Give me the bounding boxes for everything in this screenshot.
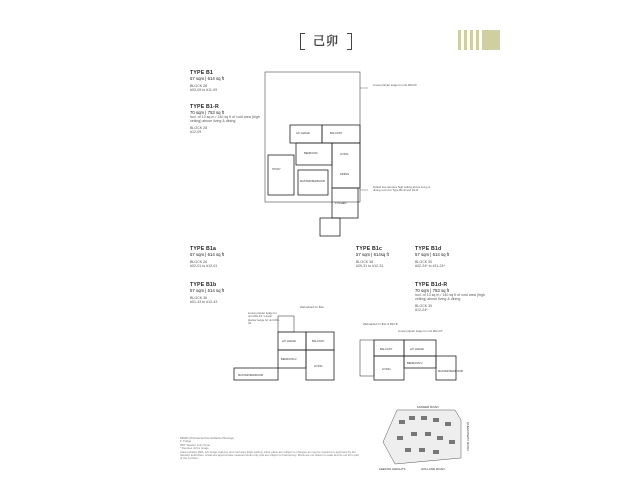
callout-b1b-wall: Wall added for B1a [300,305,324,309]
unit-b1dr-info [415,282,487,313]
footer-line: * Denotes mirror image [180,446,209,451]
label-bedroom: BEDROOM [304,152,318,155]
floor-plan-b1 [260,70,430,240]
road-top: FARRER ROAD [417,405,439,409]
unit-type: TYPE B1a [190,246,217,252]
bar-3 [470,30,473,50]
unit-area: 70 sqm | 753 sq ft [415,288,450,293]
unit-b1c-info [356,246,416,269]
label-kitchen: KITCHEN [335,202,347,205]
unit-type: TYPE B1d-R [415,282,448,288]
label-ac-ledge: A/C LEDGE [282,340,296,343]
road-bottom: HOLLAND ROAD [421,467,445,471]
label-balcony: BALCONY [380,348,393,351]
unit-floors: #29-31 to #12-31 [356,264,384,269]
label-master: MASTER BEDROOM [300,180,325,183]
bar-4 [476,30,479,50]
unit-b1-info [190,70,260,93]
footer-line: DB/ER (Dishwasher/Hood/Washer/Storage) [180,436,235,440]
unit-area: 57 sqm | 614 sq ft [190,252,225,257]
footer-line: WM: Washer Cum Dryer [180,442,211,447]
label-dining: DINING [340,173,350,176]
unit-floors: #02-24* to #11-24* [415,264,445,269]
label-ac-ledge: A/C LEDGE [296,132,310,135]
unit-type: TYPE B1b [190,282,217,288]
unit-block: BLOCK 30 [415,303,433,308]
unit-b1b-info [190,282,270,305]
label-living: LIVING [340,153,349,156]
room-study [268,155,294,195]
unit-area: 57 sqm | 614 sq ft [190,76,225,81]
unit-note: Incl. of 13 sq m / 140 sq ft of void area (high ceiling) above living & dining [190,115,260,124]
label-master: MASTER BEDROOM [438,370,463,373]
footer-notes [180,437,360,461]
bar-5 [482,30,500,50]
floor-plan-b1b [228,312,338,382]
unit-b1d-info [415,246,485,269]
unit-floors: #03-09 to #11-09 [190,88,218,93]
unit-block: BLOCK 38 [356,260,374,264]
label-living: LIVING [382,368,391,371]
label-balcony: BALCONY [330,132,343,135]
label-ac-ledge: A/C LEDGE [410,348,424,351]
label-master: MASTER BEDROOM [238,374,263,377]
brand-logo-text: 己卯 [312,34,339,48]
label-bedroom2: BEDROOM 2 [281,358,297,361]
label-balcony: BALCONY [312,340,325,343]
unit-type: TYPE B1-R [190,104,219,110]
unit-type: TYPE B1c [356,246,383,252]
unit-block: BLOCK 36 [190,296,208,300]
callout-b1b-ledge: Linear planter ledge for unit #01-43 / Linear planter ledge for unit #01-43 [248,311,280,326]
unit-block: BLOCK 26 [190,260,208,264]
footer-line: F: Fridge [180,439,192,444]
label-bedroom2: BEDROOM 2 [407,362,423,365]
unit-note: Incl. of 13 sq m / 140 sq ft of void area (high ceiling) above living & dining [415,293,485,302]
label-living: LIVING [314,365,323,368]
site-map [375,402,475,472]
label-study: STUDY [272,168,281,171]
unit-b1a-info [190,246,270,269]
callout-b1c-ledge: Linear planter ledge for unit #02-24* [398,329,443,333]
unit-block: BLOCK 30 [415,260,433,264]
room-living [332,143,360,188]
unit-area: 57 sqm | 614 sq ft [190,288,225,293]
callout-b1c-wall: Wall added for B1c & B1d B [363,322,398,326]
brand-logo [300,33,352,49]
unit-floors: #12-09 [190,130,202,135]
unit-area: 57 sqm | 614sq ft [356,252,389,257]
unit-b1r-info [190,104,262,135]
unit-floors: #01-43 to #12-43 [190,300,218,305]
label-left: LEEDON HEIGHTS [379,467,406,471]
bar-1 [458,30,461,50]
unit-type: TYPE B1 [190,70,214,76]
unit-block: BLOCK 28 [190,84,208,88]
footer-disclaimer: Area includes PES, A/C ledge, balcony and void area (high ceiling). Floor plans are subject to changes as may be required or approved by the relevant authorities. Areas are approximate measurements only and are subject to final survey. Plans are not drawn to scale and do not form part of the contract. [180,449,360,461]
room-master [436,356,456,380]
callout-b1-ledge: Linear planter ledge for unit #09-09 [373,83,417,87]
unit-floors: #02-01 to #12-01 [190,264,218,269]
unit-block: BLOCK 28 [190,125,208,130]
road-right: QUEENSWAY ROAD [466,422,470,451]
unit-floors: #12-24* [415,308,428,313]
callout-b1-void: Dotted line denotes high ceiling above living & dining room for Type B1-R and D1-R [373,185,431,193]
unit-area: 70 sqm | 753 sq ft [190,110,225,115]
decorative-bars [458,30,500,50]
bar-2 [464,30,467,50]
unit-area: 57 sqm | 614 sq ft [415,252,450,257]
unit-type: TYPE B1d [415,246,442,252]
room-entrance [320,218,340,236]
